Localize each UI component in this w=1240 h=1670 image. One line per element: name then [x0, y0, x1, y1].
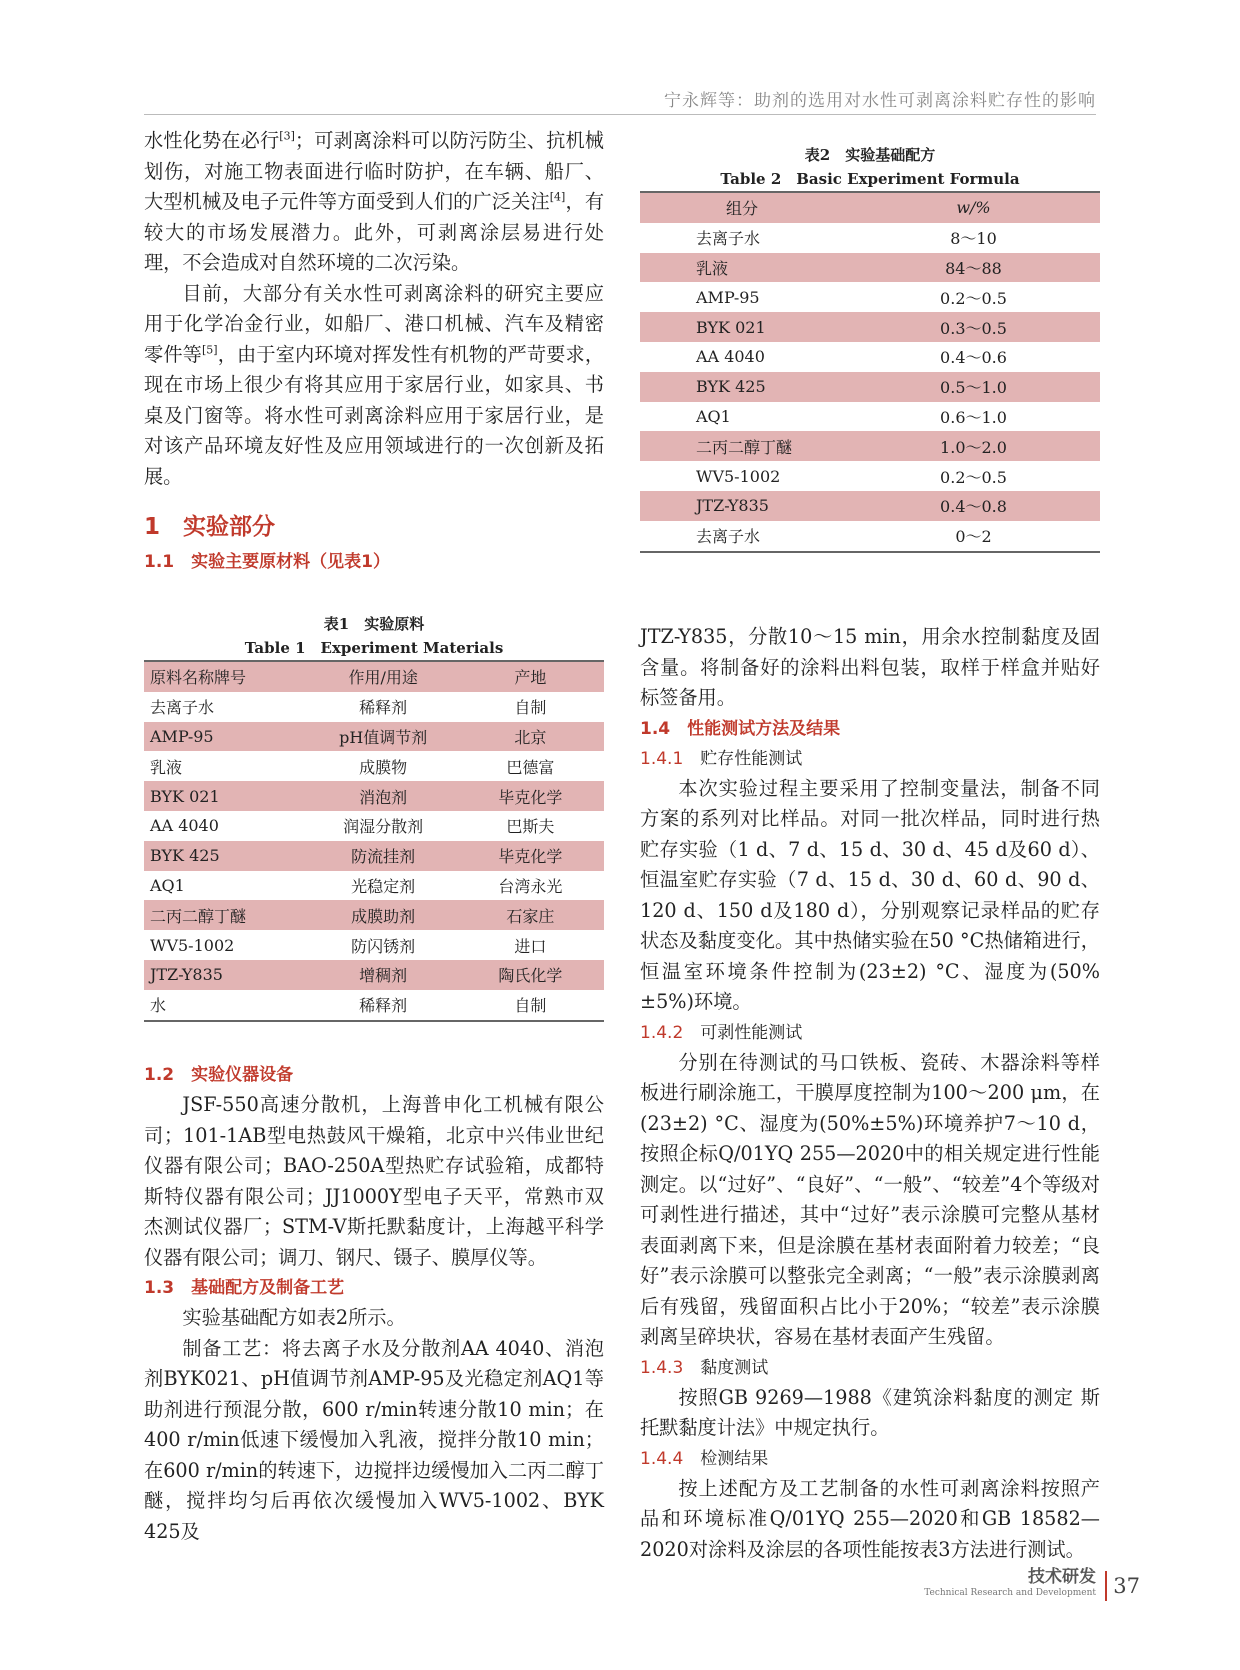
section-1-4-4-text: 按上述配方及工艺制备的水性可剥离涂料按照产品和环境标准Q/01YQ 255—2020和GB 18582—2020对涂料及涂层的各项性能按表3方法进行测试。 — [640, 1476, 1100, 1561]
table-cell: 0.2～0.5 — [940, 467, 1007, 487]
table-cell: 0.4～0.6 — [940, 348, 1007, 368]
table-cell: BYK 425 — [150, 846, 220, 866]
table-cell: 防流挂剂 — [351, 847, 416, 867]
right-column-bottom — [640, 622, 1100, 1565]
table-row — [144, 722, 604, 752]
section-1-3-text-1: 实验基础配方如表2所示。 — [182, 1306, 406, 1329]
table-cell: 稀释剂 — [359, 996, 408, 1016]
table-cell: JTZ-Y835 — [150, 965, 223, 985]
table-cell: 0.2～0.5 — [940, 288, 1007, 308]
table-row — [640, 342, 1100, 372]
table-cell: 0～2 — [955, 527, 992, 547]
table-cell: 陶氏化学 — [498, 966, 563, 986]
table-cell: 防闪锈剂 — [351, 936, 416, 956]
table-cell: 巴斯夫 — [506, 817, 555, 837]
table-cell: 去离子水 — [696, 229, 761, 249]
table-cell: WV5-1002 — [150, 935, 235, 955]
table-cell: 稀释剂 — [359, 698, 408, 718]
table-cell: 台湾永光 — [498, 876, 563, 896]
table-cell: 巴德富 — [506, 757, 555, 777]
table-row — [144, 751, 604, 781]
section-1-4-1-text: 本次实验过程主要采用了控制变量法，制备不同方案的系列对比样品。对同一批次样品，同时进行热贮存实验（1 d、7 d、15 d、30 d、45 d及60 d）、恒温室贮存实验（7 d、15 d、30 d、60 d、90 d、120 d、150 d及180 d），分别观察记录样品的贮存状态及黏度变化。其中热储实验在50 °C热储箱进行，恒温室环境条件控制为(23±2) °C、湿度为(50%±5%)环境。 — [640, 776, 1100, 1013]
table-cell: 二丙二醇丁醚 — [150, 906, 247, 926]
table-cell: 增稠剂 — [359, 966, 408, 986]
table1-block — [144, 612, 604, 1022]
section-heading-1-4-4: 1.4.4 检测结果 — [640, 1448, 769, 1469]
table-row — [144, 692, 604, 722]
table-cell: 1.0～2.0 — [940, 437, 1007, 457]
table-cell: 二丙二醇丁醚 — [696, 437, 793, 457]
table-cell: 自制 — [514, 698, 547, 718]
table-cell: JTZ-Y835 — [696, 496, 769, 516]
table-cell: 润湿分散剂 — [343, 817, 424, 837]
section-1-3-text-2: 制备工艺：将去离子水及分散剂AA 4040、消泡剂BYK021、pH值调节剂AMP-95及光稳定剂AQ1等助剂进行预混分散，600 r/min转速分散10 min；在400 r/min低速下缓慢加入乳液，搅拌分散10 min；在600 r/min的转速下，边搅拌边缓慢加入二丙二醇丁醚，搅拌均匀后再依次缓慢加入WV5-1002、BYK 425及 — [144, 1336, 604, 1543]
table2-header: 组分 — [726, 199, 759, 219]
section-1-4-3-text: 按照GB 9269—1988《建筑涂料黏度的测定 斯托默黏度计法》中规定执行。 — [640, 1385, 1100, 1439]
table-cell: AMP-95 — [150, 726, 214, 746]
table-row — [640, 372, 1100, 402]
table-cell: BYK 021 — [150, 786, 220, 806]
table2-caption-en: Table 2 Basic Experiment Formula — [720, 170, 1020, 188]
section-1-3-text-continued: JTZ-Y835，分散10～15 min，用余水控制黏度及固含量。将制备好的涂料出料包装，取样于样盒并贴好标签备用。 — [640, 625, 1100, 709]
table-cell: 8～10 — [950, 229, 997, 249]
table-cell: AA 4040 — [696, 347, 765, 367]
table-row — [144, 930, 604, 960]
section-heading-1-1: 1.1 实验主要原材料（见表1） — [144, 552, 390, 572]
running-title: 宁永辉等：助剂的选用对水性可剥离涂料贮存性的影响 — [664, 91, 1096, 111]
table-cell: BYK 021 — [696, 317, 766, 337]
table-cell: AA 4040 — [150, 816, 219, 836]
table-cell: 自制 — [514, 996, 547, 1016]
table-row — [640, 312, 1100, 342]
table-cell: 进口 — [514, 936, 547, 956]
table1 — [144, 660, 604, 1022]
table1-header: 作用/用途 — [348, 668, 418, 688]
section-heading-1-4: 1.4 性能测试方法及结果 — [640, 718, 841, 739]
table-row — [640, 491, 1100, 521]
table-cell: BYK 425 — [696, 377, 766, 397]
table-row — [144, 990, 604, 1021]
citation: [3] — [279, 129, 295, 143]
section-heading-1-4-2: 1.4.2 可剥性能测试 — [640, 1022, 803, 1043]
table-cell: 0.3～0.5 — [940, 318, 1007, 338]
table-row — [640, 253, 1100, 283]
table-cell: 毕克化学 — [498, 787, 563, 807]
table-row — [640, 461, 1100, 491]
table1-caption-cn: 表1 实验原料 — [323, 615, 425, 633]
section-heading-1-4-1: 1.4.1 贮存性能测试 — [640, 748, 803, 769]
intro-paragraph-1: 水性化势在必行[3]；可剥离涂料可以防污防尘、抗机械划伤，对施工物表面进行临时防护，在车辆、船厂、大型机械及电子元件等方面受到人们的广泛关注[4]，有较大的市场发展潜力。此外，可剥离涂层易进行处理，不会造成对自然环境的二次污染。 — [144, 129, 605, 274]
footer-section-en: Technical Research and Development — [924, 1588, 1096, 1598]
table-row — [144, 960, 604, 990]
citation: [5] — [201, 343, 218, 357]
table-row — [640, 223, 1100, 253]
table-row — [144, 900, 604, 930]
table-row — [640, 521, 1100, 552]
page-footer — [924, 1567, 1140, 1599]
table2-block — [640, 143, 1100, 553]
table2-caption-cn: 表2 实验基础配方 — [804, 146, 936, 164]
table-row — [144, 781, 604, 811]
table-cell: 光稳定剂 — [351, 876, 416, 896]
section-1-4-2-text: 分别在待测试的马口铁板、瓷砖、木器涂料等样板进行刷涂施工，干膜厚度控制为100～200 μm，在(23±2) °C、湿度为(50%±5%)环境养护7～10 d，按照企标Q/01YQ 255—2020中的相关规定进行性能测定。以“过好”、“良好”、“一般”、“较差”4个等级对可剥性进行描述，其中“过好”表示涂膜可完整从基材表面剥离下来，但是涂膜在基材表面附着力较差；“良好”表示涂膜可以整张完全剥离；“一般”表示涂膜剥离后有残留，残留面积占比小于20%；“较差”表示涂膜剥离呈碎块状，容易在基材表面产生残留。 — [640, 1050, 1100, 1348]
section-heading-1-4-3: 1.4.3 黏度测试 — [640, 1357, 769, 1378]
table1-caption-en: Table 1 Experiment Materials — [244, 639, 504, 657]
table-row — [144, 871, 604, 901]
table-cell: AQ1 — [150, 875, 185, 895]
table2-header: w/% — [956, 198, 991, 218]
table-cell: 0.5～1.0 — [940, 378, 1007, 398]
section-heading-1-3: 1.3 基础配方及制备工艺 — [144, 1278, 345, 1298]
table-cell: AQ1 — [696, 406, 731, 426]
table-row — [640, 282, 1100, 312]
table-cell: 0.4～0.8 — [940, 497, 1007, 517]
table1-header: 产地 — [514, 668, 547, 688]
citation: [4] — [549, 190, 566, 204]
intro-paragraph-2: 目前，大部分有关水性可剥离涂料的研究主要应用于化学冶金行业，如船厂、港口机械、汽车及精密零件等[5]，由于室内环境对挥发性有机物的严苛要求，现在市场上很少有将其应用于家居行业，如家具、书桌及门窗等。将水性可剥离涂料应用于家居行业，是对该产品环境友好性及应用领域进行的一次创新及拓展。 — [144, 281, 605, 488]
left-column-top — [144, 126, 604, 577]
table-cell: 84～88 — [945, 258, 1002, 278]
left-column-bottom — [144, 1060, 604, 1547]
table-cell: 乳液 — [696, 258, 729, 278]
page-number: 37 — [1105, 1571, 1140, 1601]
footer-section-cn: 技术研发 — [1028, 1567, 1096, 1587]
table-cell: 0.6～1.0 — [940, 407, 1007, 427]
table-cell: WV5-1002 — [696, 466, 781, 486]
table-cell: 水 — [150, 996, 167, 1016]
table-cell: 北京 — [514, 727, 547, 747]
section-heading-1: 1 实验部分 — [144, 514, 276, 540]
table-cell: 乳液 — [150, 757, 183, 777]
table-cell: 石家庄 — [506, 906, 555, 926]
running-header — [144, 86, 1096, 115]
table-row — [144, 811, 604, 841]
table-row — [144, 841, 604, 871]
table-cell: AMP-95 — [696, 287, 760, 307]
table-cell: pH值调节剂 — [339, 727, 428, 747]
table-cell: 消泡剂 — [359, 787, 408, 807]
table-row — [640, 402, 1100, 432]
table-row — [640, 431, 1100, 461]
table-cell: 毕克化学 — [498, 847, 563, 867]
section-1-2-text: JSF-550高速分散机，上海普申化工机械有限公司；101-1AB型电热鼓风干燥箱，北京中兴伟业世纪仪器有限公司；BAO-250A型热贮存试验箱，成都特斯特仪器有限公司；JJ1000Y型电子天平，常熟市双杰测试仪器厂；STM-V斯托默黏度计，上海越平科学仪器有限公司；调刀、钢尺、镊子、膜厚仪等。 — [144, 1093, 604, 1269]
table-cell: 去离子水 — [696, 527, 761, 547]
table1-header: 原料名称牌号 — [150, 668, 247, 688]
section-heading-1-2: 1.2 实验仪器设备 — [144, 1065, 294, 1085]
table-cell: 成膜物 — [359, 757, 408, 777]
table2 — [640, 191, 1100, 553]
table-cell: 成膜助剂 — [351, 906, 416, 926]
table-cell: 去离子水 — [150, 698, 215, 718]
